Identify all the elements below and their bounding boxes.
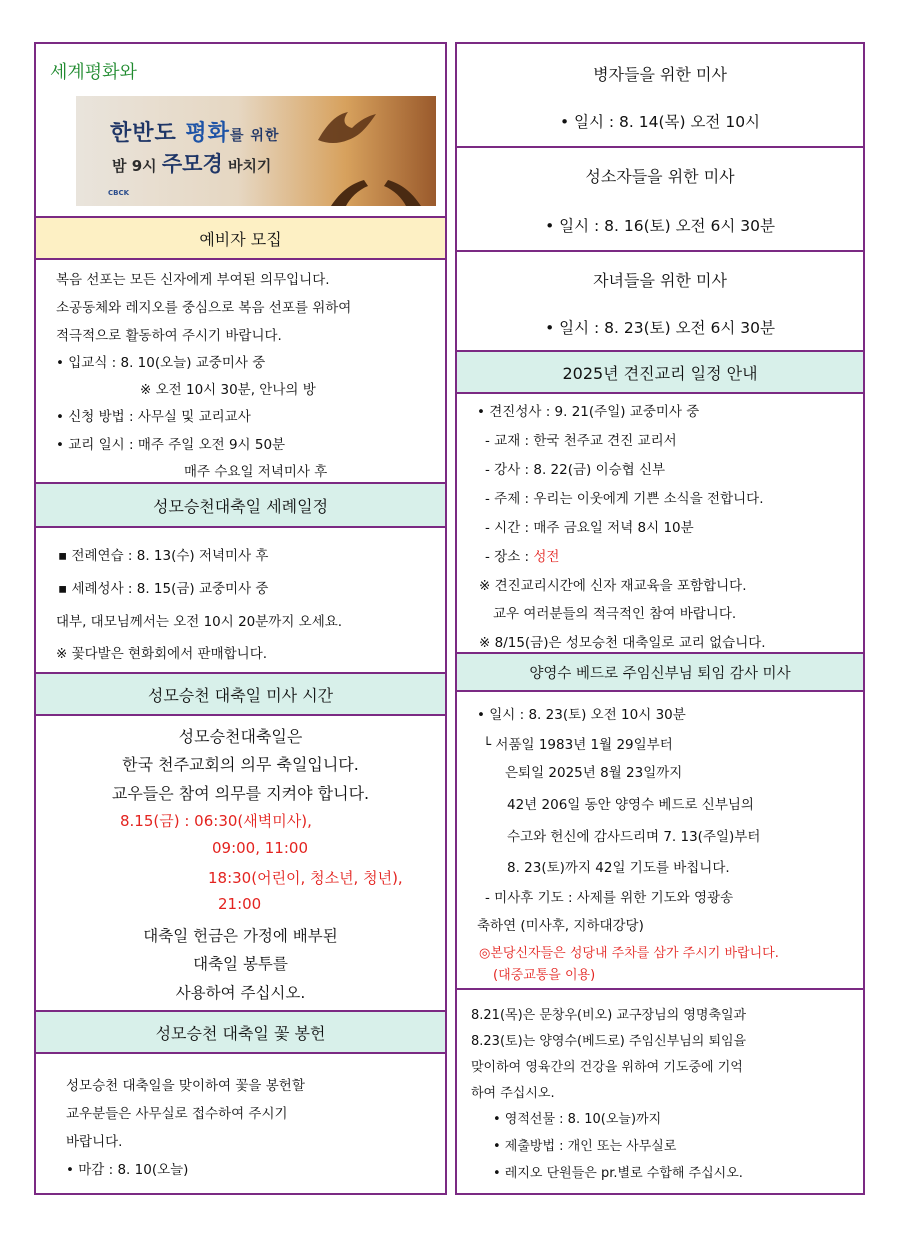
feast-bullet-2: • 제출방법 : 개인 또는 사무실로 [493,1139,677,1154]
confirmation-place-label: - 장소 : [485,549,534,565]
retirement-line-7: - 미사후 기도 : 사제를 위한 기도와 영광송 [485,890,734,906]
flowers-line-3: 바랍니다. [66,1134,123,1150]
mass-times-line-2: 한국 천주교회의 의무 축일입니다. [122,755,359,774]
retirement-mass-header [457,652,863,692]
flowers-line-4: • 마감 : 8. 10(오늘) [66,1162,189,1178]
right-column [455,42,865,1195]
baptism-header [36,482,445,528]
catechumen-bullet-1: • 입교식 : 8. 10(오늘) 교중미사 중 [56,355,266,371]
feast-line-3: 맞이하여 영육간의 건강을 위하여 기도중에 기억 [471,1060,743,1075]
catechumen-line-2: 소공동체와 레지오를 중심으로 복음 선포를 위하여 [56,300,352,316]
mass-times-header [36,672,445,716]
banner-title-part-1: 한반도 [110,121,186,146]
confirmation-line-8: 교우 여러분들의 적극적인 참여 바랍니다. [493,606,737,622]
catechumen-bullet-1-sub: ※ 오전 10시 30분, 안나의 방 [140,382,316,398]
children-mass-title: 자녀들을 위한 미사 [593,271,727,290]
confirmation-header-text: 2025년 견진교리 일정 안내 [562,363,758,383]
confirmation-line-6 [485,545,559,565]
retirement-line-1: • 일시 : 8. 23(토) 오전 10시 30분 [477,707,686,723]
divider [457,988,863,990]
mass-times-line-1: 성모승천대축일은 [178,727,303,746]
catechumen-line-1: 복음 선포는 모든 신자에게 부여된 의무입니다. [56,272,330,288]
baptism-header-text: 성모승천대축일 세례일정 [152,496,329,516]
confirmation-line-2: - 교재 : 한국 천주교 견진 교리서 [485,433,677,449]
baptism-line-1: ▪ 전례연습 : 8. 13(수) 저녁미사 후 [58,548,269,564]
retirement-line-3: 은퇴일 2025년 8월 23일까지 [505,765,683,781]
mass-times-line-5: 대축일 봉투를 [193,955,288,973]
confirmation-line-9: ※ 8/15(금)은 성모승천 대축일로 교리 없습니다. [479,635,766,651]
children-mass-date: • 일시 : 8. 23(토) 오전 6시 30분 [545,319,775,337]
catechumen-line-3: 적극적으로 활동하여 주시기 바랍니다. [56,328,282,344]
parking-notice: ◎본당신자들은 성당내 주차를 삼가 주시기 바랍니다. [479,946,779,961]
catechumen-header [36,216,445,260]
feast-line-4: 하여 주십시오. [471,1086,555,1101]
retirement-line-6: 8. 23(토)까지 42일 기도를 바칩니다. [507,860,730,876]
sick-mass-date: • 일시 : 8. 14(목) 오전 10시 [559,113,761,131]
flowers-header [36,1010,445,1054]
catechumen-bullet-3-sub: 매주 수요일 저녁미사 후 [184,464,328,480]
retirement-mass-header-text: 양영수 베드로 주임신부님 퇴임 감사 미사 [529,665,791,682]
vocation-mass-title: 성소자들을 위한 미사 [585,167,735,186]
banner-title [110,116,279,147]
baptism-line-2: ▪ 세례성사 : 8. 15(금) 교중미사 중 [58,581,269,597]
flowers-line-1: 성모승천 대축일을 맞이하여 꽃을 봉헌할 [66,1078,305,1094]
feast-line-2: 8.23(토)는 양영수(베드로) 주임신부님의 퇴임을 [471,1034,747,1049]
mass-times-line-6: 사용하여 주십시오. [175,984,306,1002]
confirmation-line-5: - 시간 : 매주 금요일 저녁 8시 10분 [485,520,694,536]
baptism-line-4: ※ 꽃다발은 현화회에서 판매합니다. [56,646,268,662]
mass-times-header-text: 성모승천 대축일 미사 시간 [147,685,334,705]
catechumen-header-text: 예비자 모집 [199,229,282,249]
retirement-line-5: 수고와 헌신에 감사드리며 7. 13(주일)부터 [507,829,761,845]
banner-subtitle-part-1: 밤 9시 [112,157,162,175]
mass-times-schedule-3: 18:30(어린이, 청소년, 청년), [208,869,403,887]
retirement-line-2: └ 서품일 1983년 1월 29일부터 [483,737,673,753]
dove-icon [308,102,378,162]
left-column [34,42,447,1195]
banner-subtitle-part-2: 주모경 [161,152,223,176]
peace-heading: 세계평화와 [50,62,137,83]
mass-times-schedule-2: 09:00, 11:00 [212,839,308,857]
mass-times-schedule-4: 21:00 [218,895,262,913]
mass-times-line-3: 교우들은 참여 의무를 지켜야 합니다. [111,784,370,803]
confirmation-line-1: • 견진성사 : 9. 21(주일) 교중미사 중 [477,404,700,420]
retirement-line-4: 42년 206일 동안 양영수 베드로 신부님의 [507,797,754,813]
baptism-line-3: 대부, 대모님께서는 오전 10시 20분까지 오세요. [56,614,343,630]
mass-times-line-4: 대축일 헌금은 가정에 배부된 [143,927,338,945]
retirement-line-8: 축하연 (미사후, 지하대강당) [477,918,644,934]
confirmation-place-value: 성전 [533,549,560,565]
feast-line-1: 8.21(목)은 문창우(비오) 교구장님의 영명축일과 [471,1008,747,1023]
banner-subtitle [112,148,271,178]
flowers-header-text: 성모승천 대축일 꽃 봉헌 [155,1023,326,1043]
banner-title-part-3: 를 위한 [229,128,280,144]
divider [457,146,863,148]
flowers-line-2: 교우분들은 사무실로 접수하여 주시기 [66,1106,288,1122]
vocation-mass-date: • 일시 : 8. 16(토) 오전 6시 30분 [545,217,775,235]
sick-mass-title: 병자들을 위한 미사 [593,65,727,84]
confirmation-line-4: - 주제 : 우리는 이웃에게 기쁜 소식을 전합니다. [485,491,764,507]
confirmation-line-7: ※ 견진교리시간에 신자 재교육을 포함합니다. [479,578,747,594]
confirmation-line-3: - 강사 : 8. 22(금) 이승협 신부 [485,462,666,478]
peace-banner-image [76,96,436,206]
banner-title-part-2: 평화 [185,121,230,146]
divider [457,250,863,252]
catechumen-bullet-2: • 신청 방법 : 사무실 및 교리교사 [56,409,251,425]
banner-subtitle-part-3: 바치기 [222,157,272,175]
feast-bullet-1: • 영적선물 : 8. 10(오늘)까지 [493,1112,662,1127]
feast-bullet-3: • 레지오 단원들은 pr.별로 수합해 주십시오. [493,1166,743,1181]
parking-notice-sub: (대중교통을 이용) [493,968,596,983]
catechumen-bullet-3: • 교리 일시 : 매주 주일 오전 9시 50분 [56,437,286,453]
confirmation-header [457,350,863,394]
mass-times-schedule-1: 8.15(금) : 06:30(새벽미사), [120,812,312,830]
cbck-logo: CBCK [108,189,130,197]
hands-icon [326,166,426,206]
